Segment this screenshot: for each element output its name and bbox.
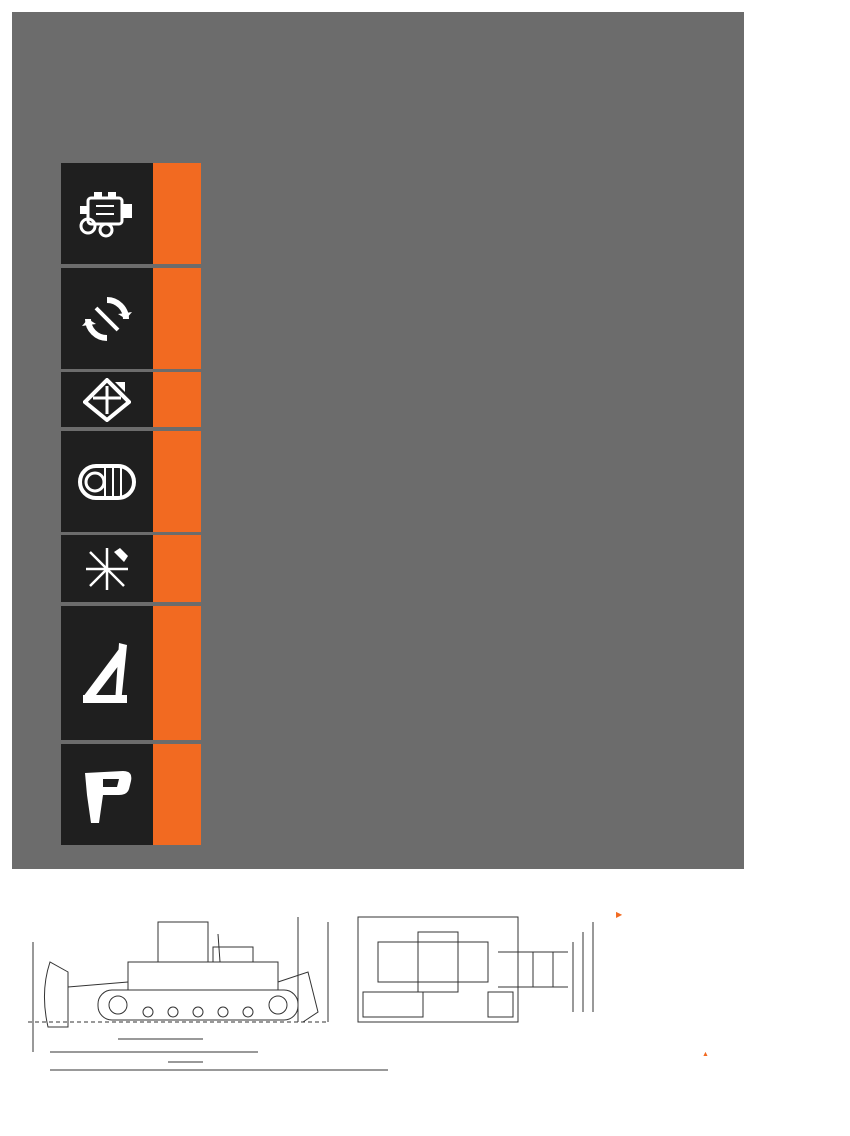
engine-icon bbox=[61, 163, 153, 264]
side-title bbox=[758, 108, 798, 198]
undercarriage-table bbox=[201, 431, 693, 532]
transmission-label bbox=[153, 268, 201, 369]
travel-speed-section bbox=[61, 372, 693, 427]
engine-label bbox=[153, 163, 201, 264]
ripper-table bbox=[201, 744, 693, 845]
hydraulic-table bbox=[201, 535, 693, 602]
dimensions-drawing bbox=[28, 912, 618, 1087]
travel-speed-table bbox=[201, 372, 693, 427]
transmission-table bbox=[201, 268, 693, 369]
speed-icon bbox=[61, 372, 153, 427]
hydraulic-icon bbox=[61, 535, 153, 602]
engine-table bbox=[201, 163, 693, 264]
track-icon bbox=[61, 431, 153, 532]
transmission-icon bbox=[61, 268, 153, 369]
travel-speed-label bbox=[153, 372, 201, 427]
transmission-section bbox=[61, 268, 693, 369]
blade-section bbox=[61, 606, 693, 740]
blade-icon bbox=[61, 606, 153, 740]
engine-section bbox=[61, 163, 693, 264]
ripper-label bbox=[153, 744, 201, 845]
ripper-section bbox=[61, 744, 693, 845]
disclaimer-arrow-icon: ▶ bbox=[616, 910, 623, 919]
undercarriage-section bbox=[61, 431, 693, 532]
blade-table bbox=[201, 606, 693, 740]
hydraulic-section bbox=[61, 535, 693, 602]
hydraulic-label bbox=[153, 535, 201, 602]
blade-label bbox=[153, 606, 201, 740]
triangle-icon: ▲ bbox=[702, 1051, 709, 1058]
ripper-icon bbox=[61, 744, 153, 845]
undercarriage-label bbox=[153, 431, 201, 532]
